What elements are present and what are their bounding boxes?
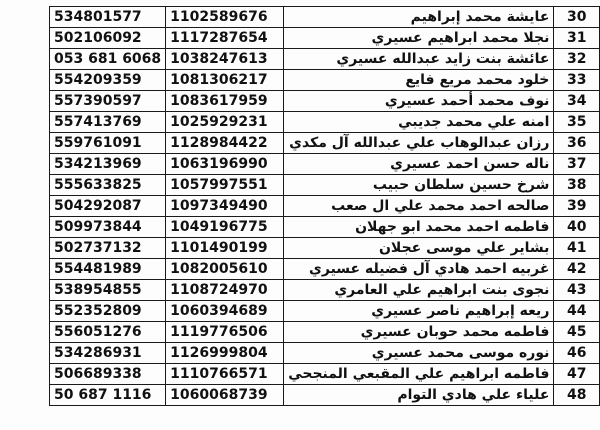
row-number-cell: 30 (554, 7, 600, 28)
row-number-cell: 46 (554, 343, 600, 364)
phone-cell: 538954855 (50, 280, 166, 301)
phone-cell: 053 681 6068 (50, 49, 166, 70)
name-cell: خلود محمد مريع فايع (284, 70, 554, 91)
id-number-cell: 1057997551 (166, 175, 284, 196)
name-cell: فاطمه احمد محمد ابو جهلان (284, 217, 554, 238)
table-row (50, 322, 600, 343)
id-number-cell: 1083617959 (166, 91, 284, 112)
row-number-cell: 35 (554, 112, 600, 133)
row-number-cell: 40 (554, 217, 600, 238)
name-cell: نوف محمد أحمد عسيري (284, 91, 554, 112)
phone-cell: 555633825 (50, 175, 166, 196)
id-number-cell: 1060394689 (166, 301, 284, 322)
phone-cell: 509973844 (50, 217, 166, 238)
id-number-cell: 1038247613 (166, 49, 284, 70)
phone-cell: 504292087 (50, 196, 166, 217)
id-number-cell: 1063196990 (166, 154, 284, 175)
table-row (50, 175, 600, 196)
name-cell: نجلا محمد ابراهيم عسيري (284, 28, 554, 49)
row-number-cell: 42 (554, 259, 600, 280)
row-number-cell: 44 (554, 301, 600, 322)
row-number-cell: 47 (554, 364, 600, 385)
table-row (50, 112, 600, 133)
row-number-cell: 39 (554, 196, 600, 217)
phone-cell: 502737132 (50, 238, 166, 259)
table-row (50, 28, 600, 49)
row-number-cell: 31 (554, 28, 600, 49)
table-row (50, 133, 600, 154)
id-number-cell: 1128984422 (166, 133, 284, 154)
phone-cell: 50 687 1116 (50, 385, 166, 406)
table-row (50, 280, 600, 301)
row-number-cell: 38 (554, 175, 600, 196)
row-number-cell: 37 (554, 154, 600, 175)
row-number-cell: 43 (554, 280, 600, 301)
phone-cell: 557413769 (50, 112, 166, 133)
id-number-cell: 1110766571 (166, 364, 284, 385)
row-number-cell: 33 (554, 70, 600, 91)
id-number-cell: 1101490199 (166, 238, 284, 259)
table-row (50, 259, 600, 280)
name-cell: نوره موسى محمد عسيري (284, 343, 554, 364)
id-number-cell: 1108724970 (166, 280, 284, 301)
id-number-cell: 1097349490 (166, 196, 284, 217)
name-cell: فاطمه محمد حوبان عسيري (284, 322, 554, 343)
name-cell: امنه علي محمد جديبي (284, 112, 554, 133)
name-cell: ناله حسن احمد عسيري (284, 154, 554, 175)
name-cell: فاطمه ابراهيم علي المقبعي المنجحي (284, 364, 554, 385)
id-number-cell: 1102589676 (166, 7, 284, 28)
roster-table-body (50, 7, 600, 406)
table-row (50, 385, 600, 406)
table-row (50, 301, 600, 322)
phone-cell: 554481989 (50, 259, 166, 280)
name-cell: صالحه احمد محمد علي ال صعب (284, 196, 554, 217)
name-cell: علياء علي هادي التوام (284, 385, 554, 406)
roster-table (49, 6, 600, 406)
table-row (50, 49, 600, 70)
id-number-cell: 1119776506 (166, 322, 284, 343)
phone-cell: 534213969 (50, 154, 166, 175)
name-cell: نجوى بنت ابراهيم علي العامري (284, 280, 554, 301)
row-number-cell: 32 (554, 49, 600, 70)
row-number-cell: 48 (554, 385, 600, 406)
id-number-cell: 1126999804 (166, 343, 284, 364)
row-number-cell: 34 (554, 91, 600, 112)
id-number-cell: 1060068739 (166, 385, 284, 406)
phone-cell: 557390597 (50, 91, 166, 112)
id-number-cell: 1025929231 (166, 112, 284, 133)
name-cell: رزان عبدالوهاب علي عبدالله آل مكدي (284, 133, 554, 154)
phone-cell: 534801577 (50, 7, 166, 28)
table-row (50, 154, 600, 175)
id-number-cell: 1049196775 (166, 217, 284, 238)
name-cell: ريعه إبراهيم ناصر عسيري (284, 301, 554, 322)
phone-cell: 506689338 (50, 364, 166, 385)
row-number-cell: 36 (554, 133, 600, 154)
name-cell: عايشة محمد إبراهيم (284, 7, 554, 28)
name-cell: شرخ حسين سلطان حبيب (284, 175, 554, 196)
table-row (50, 70, 600, 91)
name-cell: بشاير علي موسى عجلان (284, 238, 554, 259)
id-number-cell: 1082005610 (166, 259, 284, 280)
table-row (50, 343, 600, 364)
row-number-cell: 41 (554, 238, 600, 259)
table-row (50, 364, 600, 385)
phone-cell: 556051276 (50, 322, 166, 343)
row-number-cell: 45 (554, 322, 600, 343)
table-row (50, 238, 600, 259)
phone-cell: 534286931 (50, 343, 166, 364)
phone-cell: 554209359 (50, 70, 166, 91)
name-cell: غربيه احمد هادي آل فضيله عسيري (284, 259, 554, 280)
phone-cell: 502106092 (50, 28, 166, 49)
phone-cell: 552352809 (50, 301, 166, 322)
id-number-cell: 1081306217 (166, 70, 284, 91)
phone-cell: 559761091 (50, 133, 166, 154)
id-number-cell: 1117287654 (166, 28, 284, 49)
table-row (50, 91, 600, 112)
table-row (50, 217, 600, 238)
table-row (50, 196, 600, 217)
table-row (50, 7, 600, 28)
name-cell: عائشة بنت زايد عبدالله عسيري (284, 49, 554, 70)
